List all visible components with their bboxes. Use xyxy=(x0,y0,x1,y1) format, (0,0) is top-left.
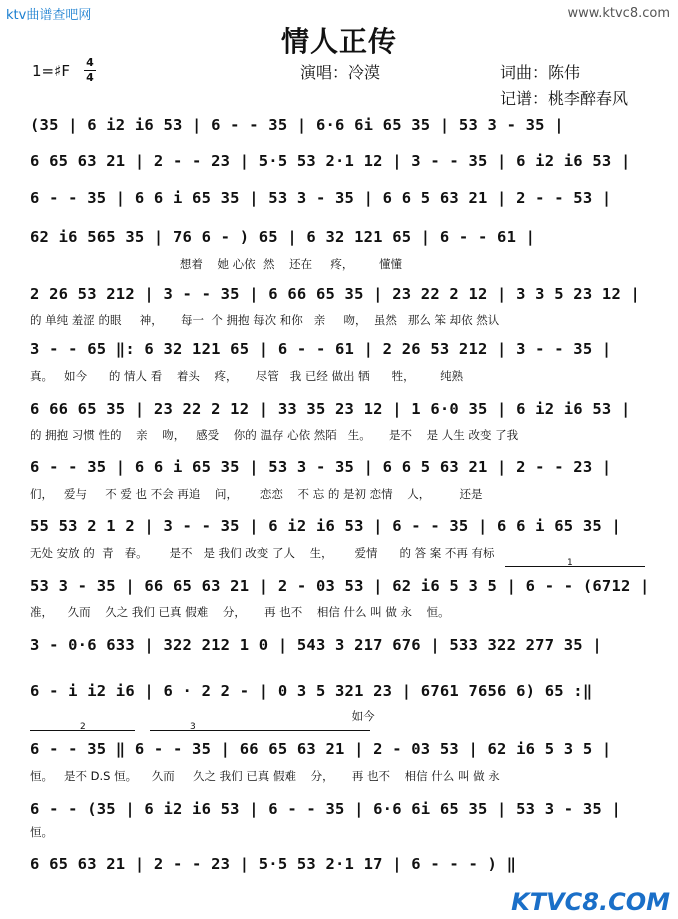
volta-number: 3 xyxy=(190,722,196,732)
staff-line-2: 6 65 63 21 | 2 - - 23 | 5·5 53 2·1 12 | 3 - - 35 | 6 i2 i6 53 | xyxy=(30,152,631,170)
lyric-line-8: 们， 爱与 不 爱 也 不会 再追 问， 恋恋 不 忘 的 是初 恋情 人， 还是 xyxy=(30,487,483,501)
lyric-line-7: 的 拥抱 习惯 性的 亲 吻， 感受 你的 温存 心依 然陌 生。 是不 是 人生 改变 了我 xyxy=(30,428,519,442)
lyric-line-6: 真。 如今 的 情人 看 着头 疼， 尽管 我 已经 做出 牺 牲， 纯熟 xyxy=(30,369,464,383)
watermark-logo: KTVC8.COM xyxy=(511,888,670,916)
watermark-site-name: ktv曲谱查吧网 xyxy=(6,8,92,23)
staff-line-14: 6 - - (35 | 6 i2 i6 53 | 6 - - 35 | 6·6 6i 65 35 | 53 3 - 35 | xyxy=(30,800,621,818)
singer-credit: 演唱：冷漠 xyxy=(300,63,381,82)
lyric-line-12: 如今 xyxy=(30,709,375,723)
lyric-line-9: 无处 安放 的 青 春。 是不 是 我们 改变 了人 生， 爱情 的 答 案 不再 有标 xyxy=(30,546,495,560)
volta-number: 2 xyxy=(80,722,86,732)
volta-bracket-third xyxy=(150,722,370,732)
staff-line-7: 6 66 65 35 | 23 22 2 12 | 33 35 23 12 | 1 6·0 35 | 6 i2 i6 53 | xyxy=(30,400,631,418)
time-signature xyxy=(84,57,96,84)
volta-bracket-first xyxy=(505,558,645,568)
staff-line-10: 53 3 - 35 | 66 65 63 21 | 2 - 03 53 | 62 i6 5 3 5 | 6 - - (6712 | xyxy=(30,577,650,595)
composer-credit: 词曲：陈伟 xyxy=(500,63,581,82)
volta-bracket-second xyxy=(30,722,135,732)
volta-number: 1 xyxy=(567,558,573,568)
lyric-line-5: 的 单纯 羞涩 的眼 神， 每一 个 拥抱 每次 和你 亲 吻， 虽然 那么 笨 却依 然认 xyxy=(30,313,500,327)
key-signature: 1=♯F xyxy=(32,62,70,80)
staff-line-6: 3 - - 65 ‖: 6 32 121 65 | 6 - - 61 | 2 26 53 212 | 3 - - 35 | xyxy=(30,340,612,358)
notation-credit: 记谱：桃李醉春风 xyxy=(500,89,629,108)
watermark-site-url: www.ktvc8.com xyxy=(567,6,670,21)
lyric-line-14: 恒。 xyxy=(30,825,53,839)
lyric-line-13: 恒。 是不 D.S 恒。 久而 久之 我们 已真 假难 分， 再 也不 相信 什么 叫 做 永 xyxy=(30,769,500,783)
lyric-line-4: 想着 她 心依 然 还在 疼， 懂懂 xyxy=(30,257,402,271)
lyric-line-10: 准， 久而 久之 我们 已真 假难 分， 再 也不 相信 什么 叫 做 永 恒。 xyxy=(30,605,450,619)
staff-line-11: 3 - 0·6 633 | 322 212 1 0 | 543 3 217 676 | 533 322 277 35 | xyxy=(30,636,602,654)
staff-line-4: 62 i6 565 35 | 76 6 - ) 65 | 6 32 121 65 | 6 - - 61 | xyxy=(30,228,536,246)
staff-line-5: 2 26 53 212 | 3 - - 35 | 6 66 65 35 | 23 22 2 12 | 3 3 5 23 12 | xyxy=(30,285,641,303)
staff-line-9: 55 53 2 1 2 | 3 - - 35 | 6 i2 i6 53 | 6 - - 35 | 6 6 i 65 35 | xyxy=(30,517,621,535)
staff-line-8: 6 - - 35 | 6 6 i 65 35 | 53 3 - 35 | 6 6 5 63 21 | 2 - - 23 | xyxy=(30,458,612,476)
staff-line-3: 6 - - 35 | 6 6 i 65 35 | 53 3 - 35 | 6 6 5 63 21 | 2 - - 53 | xyxy=(30,189,612,207)
staff-line-15: 6 65 63 21 | 2 - - 23 | 5·5 53 2·1 17 | 6 - - - ) ‖ xyxy=(30,855,517,873)
staff-line-13: 6 - - 35 ‖ 6 - - 35 | 66 65 63 21 | 2 - 03 53 | 62 i6 5 3 5 | xyxy=(30,740,612,758)
staff-line-1: (35 | 6 i2 i6 53 | 6 - - 35 | 6·6 6i 65 35 | 53 3 - 35 | xyxy=(30,116,564,134)
meter-bottom: 4 xyxy=(86,71,94,84)
song-title: 情人正传 xyxy=(280,25,397,58)
meter-top: 4 xyxy=(86,56,94,69)
staff-line-12: 6 - i i2 i6 | 6 · 2 2 - | 0 3 5 321 23 | 6761 7656 6) 65 :‖ xyxy=(30,682,593,700)
